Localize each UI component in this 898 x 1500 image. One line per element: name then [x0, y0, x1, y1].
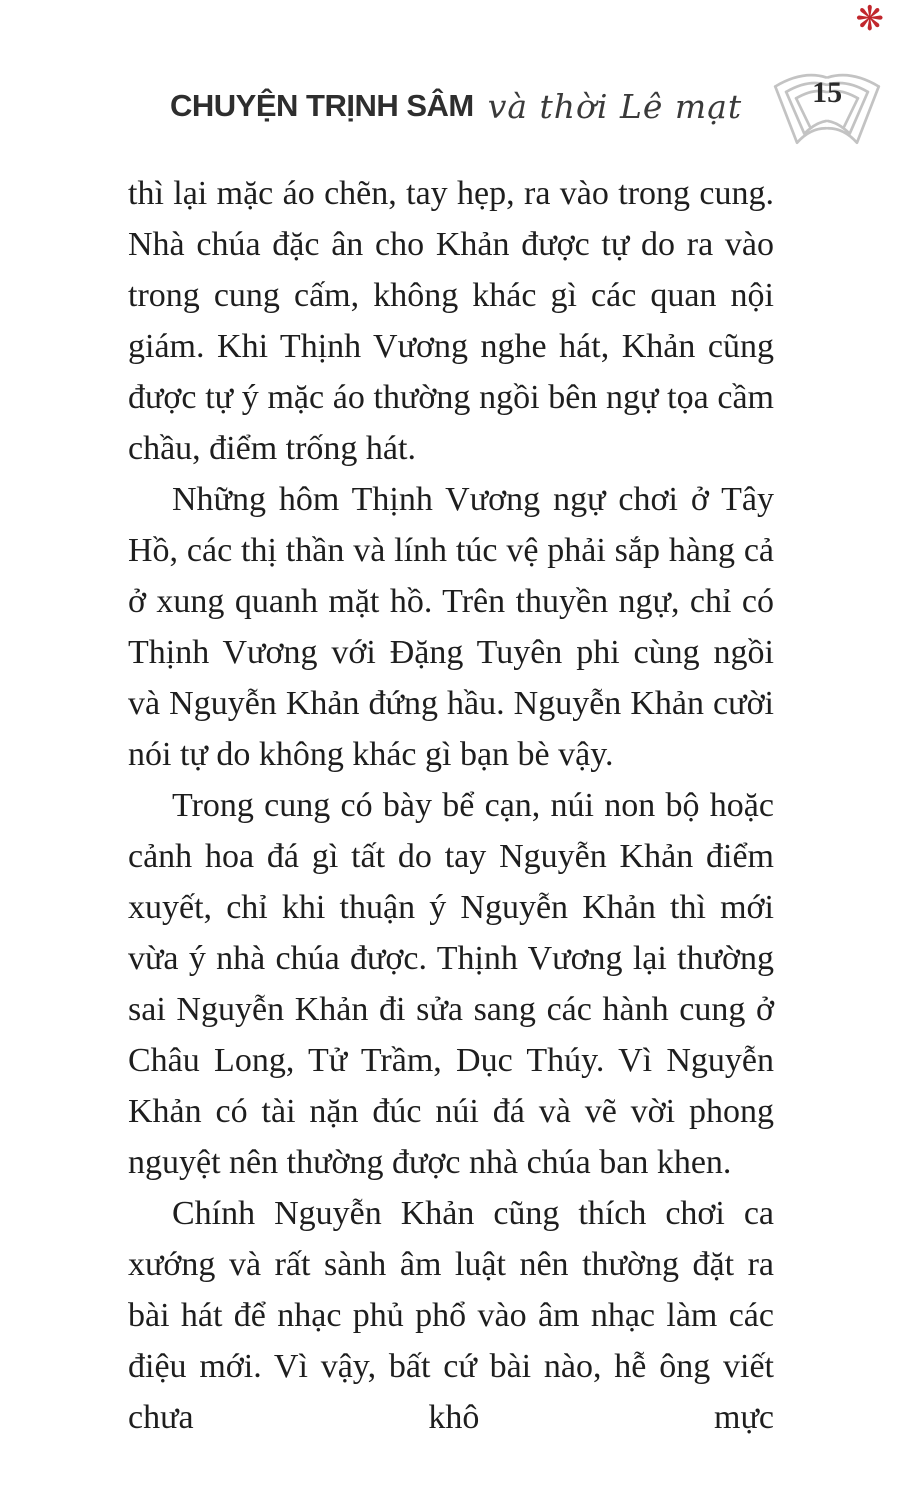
paragraph: Chính Nguyễn Khản cũng thích chơi ca xướng và rất sành âm luật nên thường đặt ra bài hát để nhạc phủ phổ vào âm nhạc làm các điệu mới. Vì vậy, bất cứ bài nào, hễ ông viết chưa khô mực — [128, 1195, 774, 1436]
page-header — [170, 60, 843, 152]
flower-icon: ❋ — [855, 0, 884, 39]
running-header-title: CHUYỆN TRỊNH SÂM — [170, 88, 474, 123]
open-book-icon — [768, 62, 886, 150]
paragraph: Trong cung có bày bể cạn, núi non bộ hoặc cảnh hoa đá gì tất do tay Nguyễn Khản điểm xuyết, chỉ khi thuận ý Nguyễn Khản thì mới vừa ý nhà chúa được. Thịnh Vương lại thường sai Nguyễn Khản đi sửa sang các hành cung ở Châu Long, Tử Trầm, Dục Thúy. Vì Nguyễn Khản có tài nặn đúc núi đá và vẽ vời phong nguyệt nên thường được nhà chúa ban khen. — [128, 787, 774, 1181]
page-number: 15 — [812, 76, 843, 109]
body-text — [128, 168, 774, 1443]
running-header-subtitle: và thời Lê mạt — [487, 86, 743, 126]
paragraph: thì lại mặc áo chẽn, tay hẹp, ra vào trong cung. Nhà chúa đặc ân cho Khản được tự do ra vào trong cung cấm, không khác gì các quan nội giám. Khi Thịnh Vương nghe hát, Khản cũng được tự ý mặc áo thường ngồi bên ngự tọa cầm chầu, điểm trống hát. — [128, 175, 774, 467]
paragraph: Những hôm Thịnh Vương ngự chơi ở Tây Hồ, các thị thần và lính túc vệ phải sắp hàng cả ở xung quanh mặt hồ. Trên thuyền ngự, chỉ có Thịnh Vương với Đặng Tuyên phi cùng ngồi và Nguyễn Khản đứng hầu. Nguyễn Khản cười nói tự do không khác gì bạn bè vậy. — [128, 481, 774, 773]
